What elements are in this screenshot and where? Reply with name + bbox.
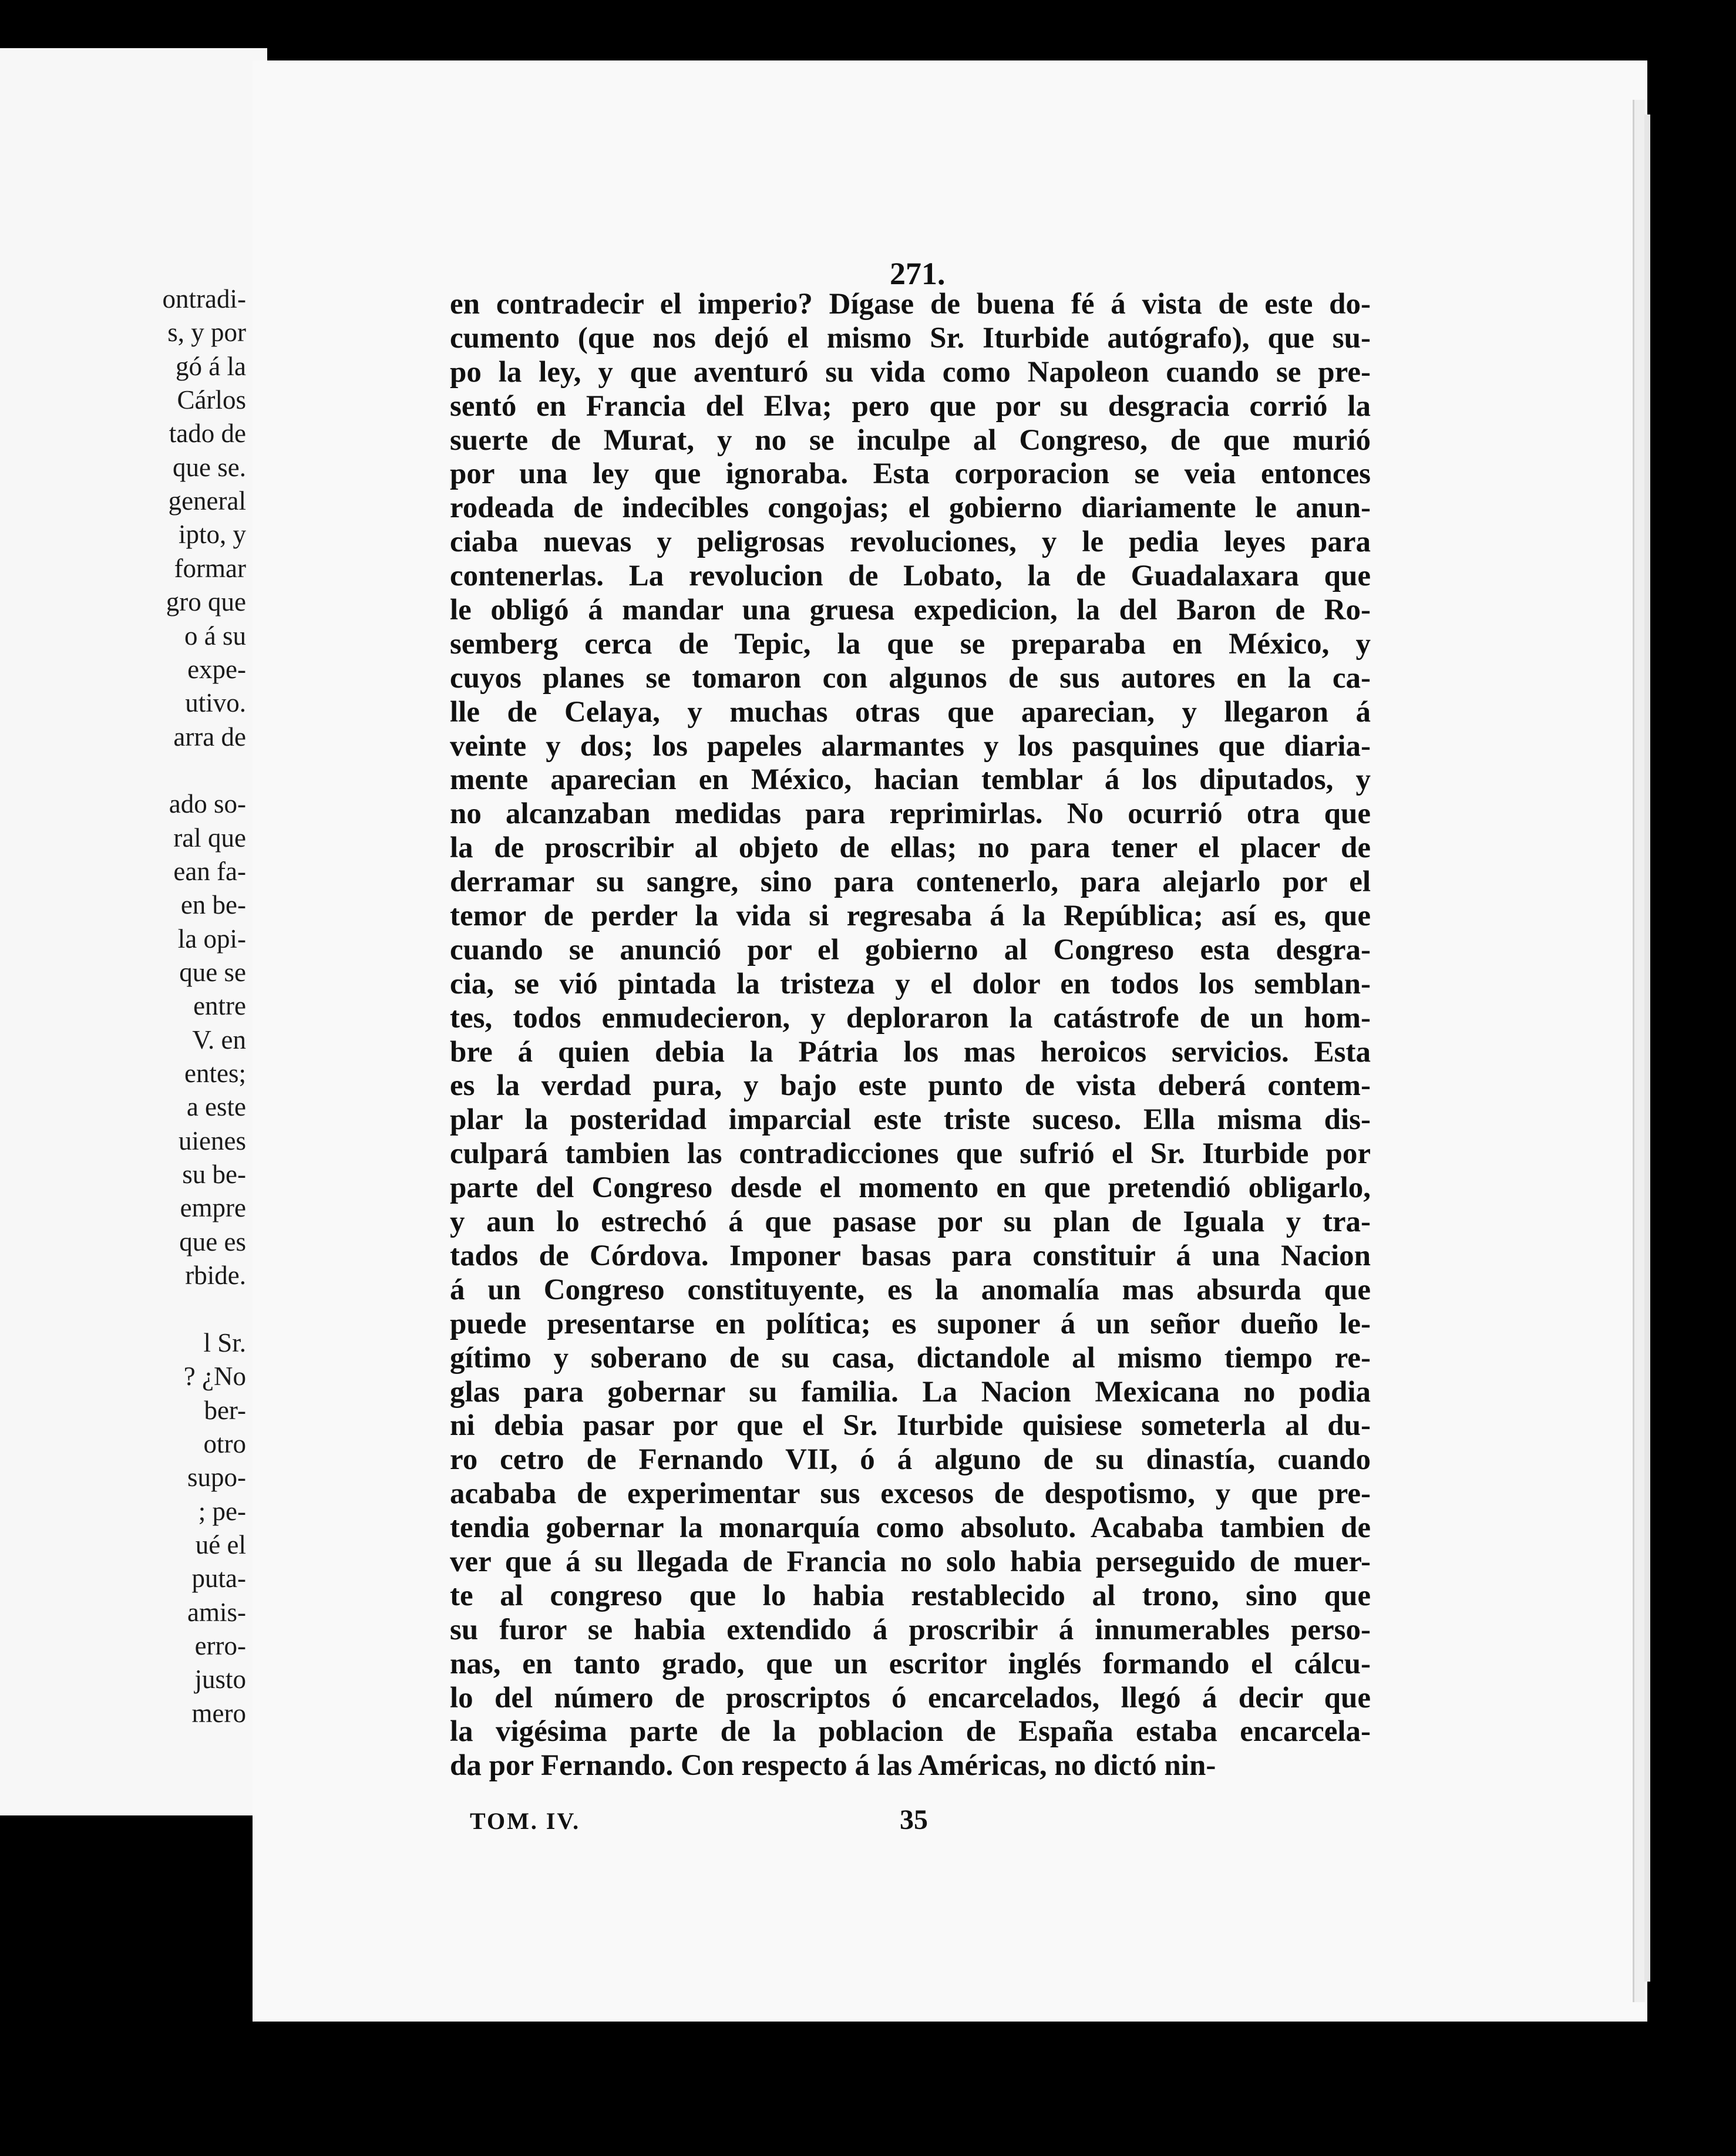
left-page-line: utivo. — [185, 688, 246, 718]
left-page-line: supo- — [187, 1463, 246, 1493]
left-page-line: expe- — [187, 654, 246, 684]
signature-mark: 35 — [900, 1804, 928, 1835]
text-line: suerte de Murat, y no se inculpe al Congreso, de que murió — [450, 423, 1371, 457]
left-page-line: a este — [186, 1092, 246, 1122]
left-page-line: amis- — [187, 1597, 246, 1627]
text-line: ni debia pasar por que el Sr. Iturbide quisiese someterla al du- — [450, 1409, 1371, 1443]
text-line: veinte y dos; los papeles alarmantes y los pasquines que diaria- — [450, 729, 1371, 763]
text-line: da por Fernando. Con respecto á las Américas, no dictó nin- — [450, 1749, 1216, 1783]
text-line: contenerlas. La revolucion de Lobato, la de Guadalaxara que — [450, 560, 1371, 593]
left-page-line: Cárlos — [177, 385, 246, 415]
left-page-line: V. en — [192, 1025, 246, 1055]
left-page-line: la opi- — [177, 924, 246, 954]
left-page-line: ipto, y — [178, 520, 246, 550]
page-edge — [1633, 100, 1645, 2002]
text-line: tados de Córdova. Imponer basas para constituir á una Nacion — [450, 1239, 1371, 1272]
left-page-line: erro- — [194, 1631, 246, 1660]
text-line: no alcanzaban medidas para reprimirlas. No ocurrió otra que — [450, 797, 1371, 831]
text-line: plar la posteridad imparcial este triste suceso. Ella misma dis- — [450, 1103, 1371, 1137]
left-page-line: general — [168, 486, 246, 516]
text-line: acababa de experimentar sus excesos de despotismo, y que pre- — [450, 1477, 1371, 1511]
text-line: cumento (que nos dejó el mismo Sr. Iturbide autógrafo), que su- — [450, 321, 1371, 355]
text-line: te al congreso que lo habia restablecido al trono, sino que — [450, 1579, 1371, 1612]
text-line: sentó en Francia del Elva; pero que por su desgracia corrió la — [450, 389, 1371, 423]
left-page-line: que es — [179, 1227, 246, 1256]
text-line: ciaba nuevas y peligrosas revoluciones, y le pedia leyes para — [450, 525, 1371, 559]
text-line: le obligó á mandar una gruesa expedicion, la del Baron de Ro- — [450, 594, 1371, 627]
page-number: 271. — [890, 256, 946, 291]
left-page-line: ué el — [195, 1530, 246, 1559]
left-page-line: su be- — [182, 1160, 246, 1190]
text-line: parte del Congreso desde el momento en que pretendió obligarlo, — [450, 1171, 1371, 1205]
left-page-line: empre — [180, 1193, 246, 1223]
text-line: ver que á su llegada de Francia no solo habia perseguido de muer- — [450, 1545, 1371, 1578]
left-page-fragment — [0, 48, 267, 1815]
left-page-line: o á su — [184, 621, 246, 651]
left-page-line: ral que — [173, 823, 246, 853]
text-line: por una ley que ignoraba. Esta corporacion se veia entonces — [450, 457, 1371, 491]
left-page-line: s, y por — [167, 318, 246, 348]
text-line: en contradecir el imperio? Dígase de buena fé á vista de este do- — [450, 288, 1371, 321]
page-edge-inner — [1644, 114, 1650, 1982]
text-line: tendia gobernar la monarquía como absoluto. Acababa tambien de — [450, 1511, 1371, 1545]
left-page-line: ean fa- — [173, 856, 246, 886]
text-line: glas para gobernar su familia. La Nacion Mexicana no podia — [450, 1375, 1371, 1409]
text-line: cuyos planes se tomaron con algunos de sus autores en la ca- — [450, 661, 1371, 695]
left-page-line: otro — [203, 1429, 246, 1458]
left-page-line: que se. — [173, 452, 246, 482]
left-page-line: rbide. — [185, 1261, 246, 1291]
text-line: po la ley, y que aventuró su vida como Napoleon cuando se pre- — [450, 355, 1371, 389]
text-line: ro cetro de Fernando VII, ó á alguno de su dinastía, cuando — [450, 1443, 1371, 1477]
left-page-line: mero — [191, 1698, 246, 1728]
text-line: á un Congreso constituyente, es la anomalía mas absurda que — [450, 1273, 1371, 1306]
left-page-line: ? ¿No — [183, 1362, 246, 1392]
left-page-line: entre — [193, 991, 246, 1021]
text-line: puede presentarse en política; es suponer á un señor dueño le- — [450, 1307, 1371, 1340]
text-line: cuando se anunció por el gobierno al Congreso esta desgra- — [450, 933, 1371, 966]
left-page-line: arra de — [173, 722, 246, 752]
text-line: lo del número de proscriptos ó encarcelados, llegó á decir que — [450, 1681, 1371, 1714]
text-line: y aun lo estrechó á que pasase por su plan de Iguala y tra- — [450, 1205, 1371, 1239]
text-line: cia, se vió pintada la tristeza y el dolor en todos los semblan- — [450, 967, 1371, 1000]
left-page-line: l Sr. — [203, 1328, 246, 1357]
left-page-line: en be- — [180, 890, 246, 920]
left-page-line: ber- — [204, 1395, 246, 1425]
text-line: derramar su sangre, sino para contenerlo, para alejarlo por el — [450, 865, 1371, 899]
volume-footer: TOM. IV. — [470, 1808, 581, 1834]
text-line: mente aparecian en México, hacian temblar á los diputados, y — [450, 763, 1371, 797]
left-page-line: ontradi- — [162, 284, 246, 314]
text-line: es la verdad pura, y bajo este punto de vista deberá contem- — [450, 1069, 1371, 1103]
text-line: rodeada de indecibles congojas; el gobierno diariamente le anun- — [450, 491, 1371, 525]
text-line: temor de perder la vida si regresaba á la República; así es, que — [450, 900, 1371, 933]
text-line: su furor se habia extendido á proscribir á innumerables perso- — [450, 1613, 1371, 1646]
text-line: gítimo y soberano de su casa, dictandole al mismo tiempo re- — [450, 1341, 1371, 1375]
text-line: la vigésima parte de la poblacion de España estaba encarcela- — [450, 1715, 1371, 1749]
text-line: lle de Celaya, y muchas otras que aparecian, y llegaron á — [450, 695, 1371, 729]
left-page-line: entes; — [184, 1059, 246, 1089]
left-page-line: justo — [194, 1665, 246, 1695]
text-line: la de proscribir al objeto de ellas; no para tener el placer de — [450, 831, 1371, 865]
left-page-line: formar — [174, 553, 246, 583]
text-line: nas, en tanto grado, que un escritor inglés formando el cálcu- — [450, 1647, 1371, 1680]
text-line: bre á quien debia la Pátria los mas heroicos servicios. Esta — [450, 1035, 1371, 1069]
left-page-line: que se — [179, 958, 246, 987]
left-page-line: ado so- — [169, 789, 246, 819]
left-page-line: gro que — [166, 587, 246, 617]
text-line: tes, todos enmudecieron, y deploraron la catástrofe de un hom- — [450, 1001, 1371, 1035]
left-page-line: gó á la — [176, 351, 246, 381]
body-text — [450, 288, 1371, 1783]
left-page-line: ; pe- — [198, 1496, 246, 1526]
left-page-line: tado de — [169, 419, 246, 449]
text-line: semberg cerca de Tepic, la que se preparaba en México, y — [450, 627, 1371, 661]
text-line: culpará tambien las contradicciones que sufrió el Sr. Iturbide por — [450, 1137, 1371, 1171]
left-page-line: puta- — [191, 1564, 246, 1594]
left-page-line: uienes — [179, 1126, 246, 1156]
